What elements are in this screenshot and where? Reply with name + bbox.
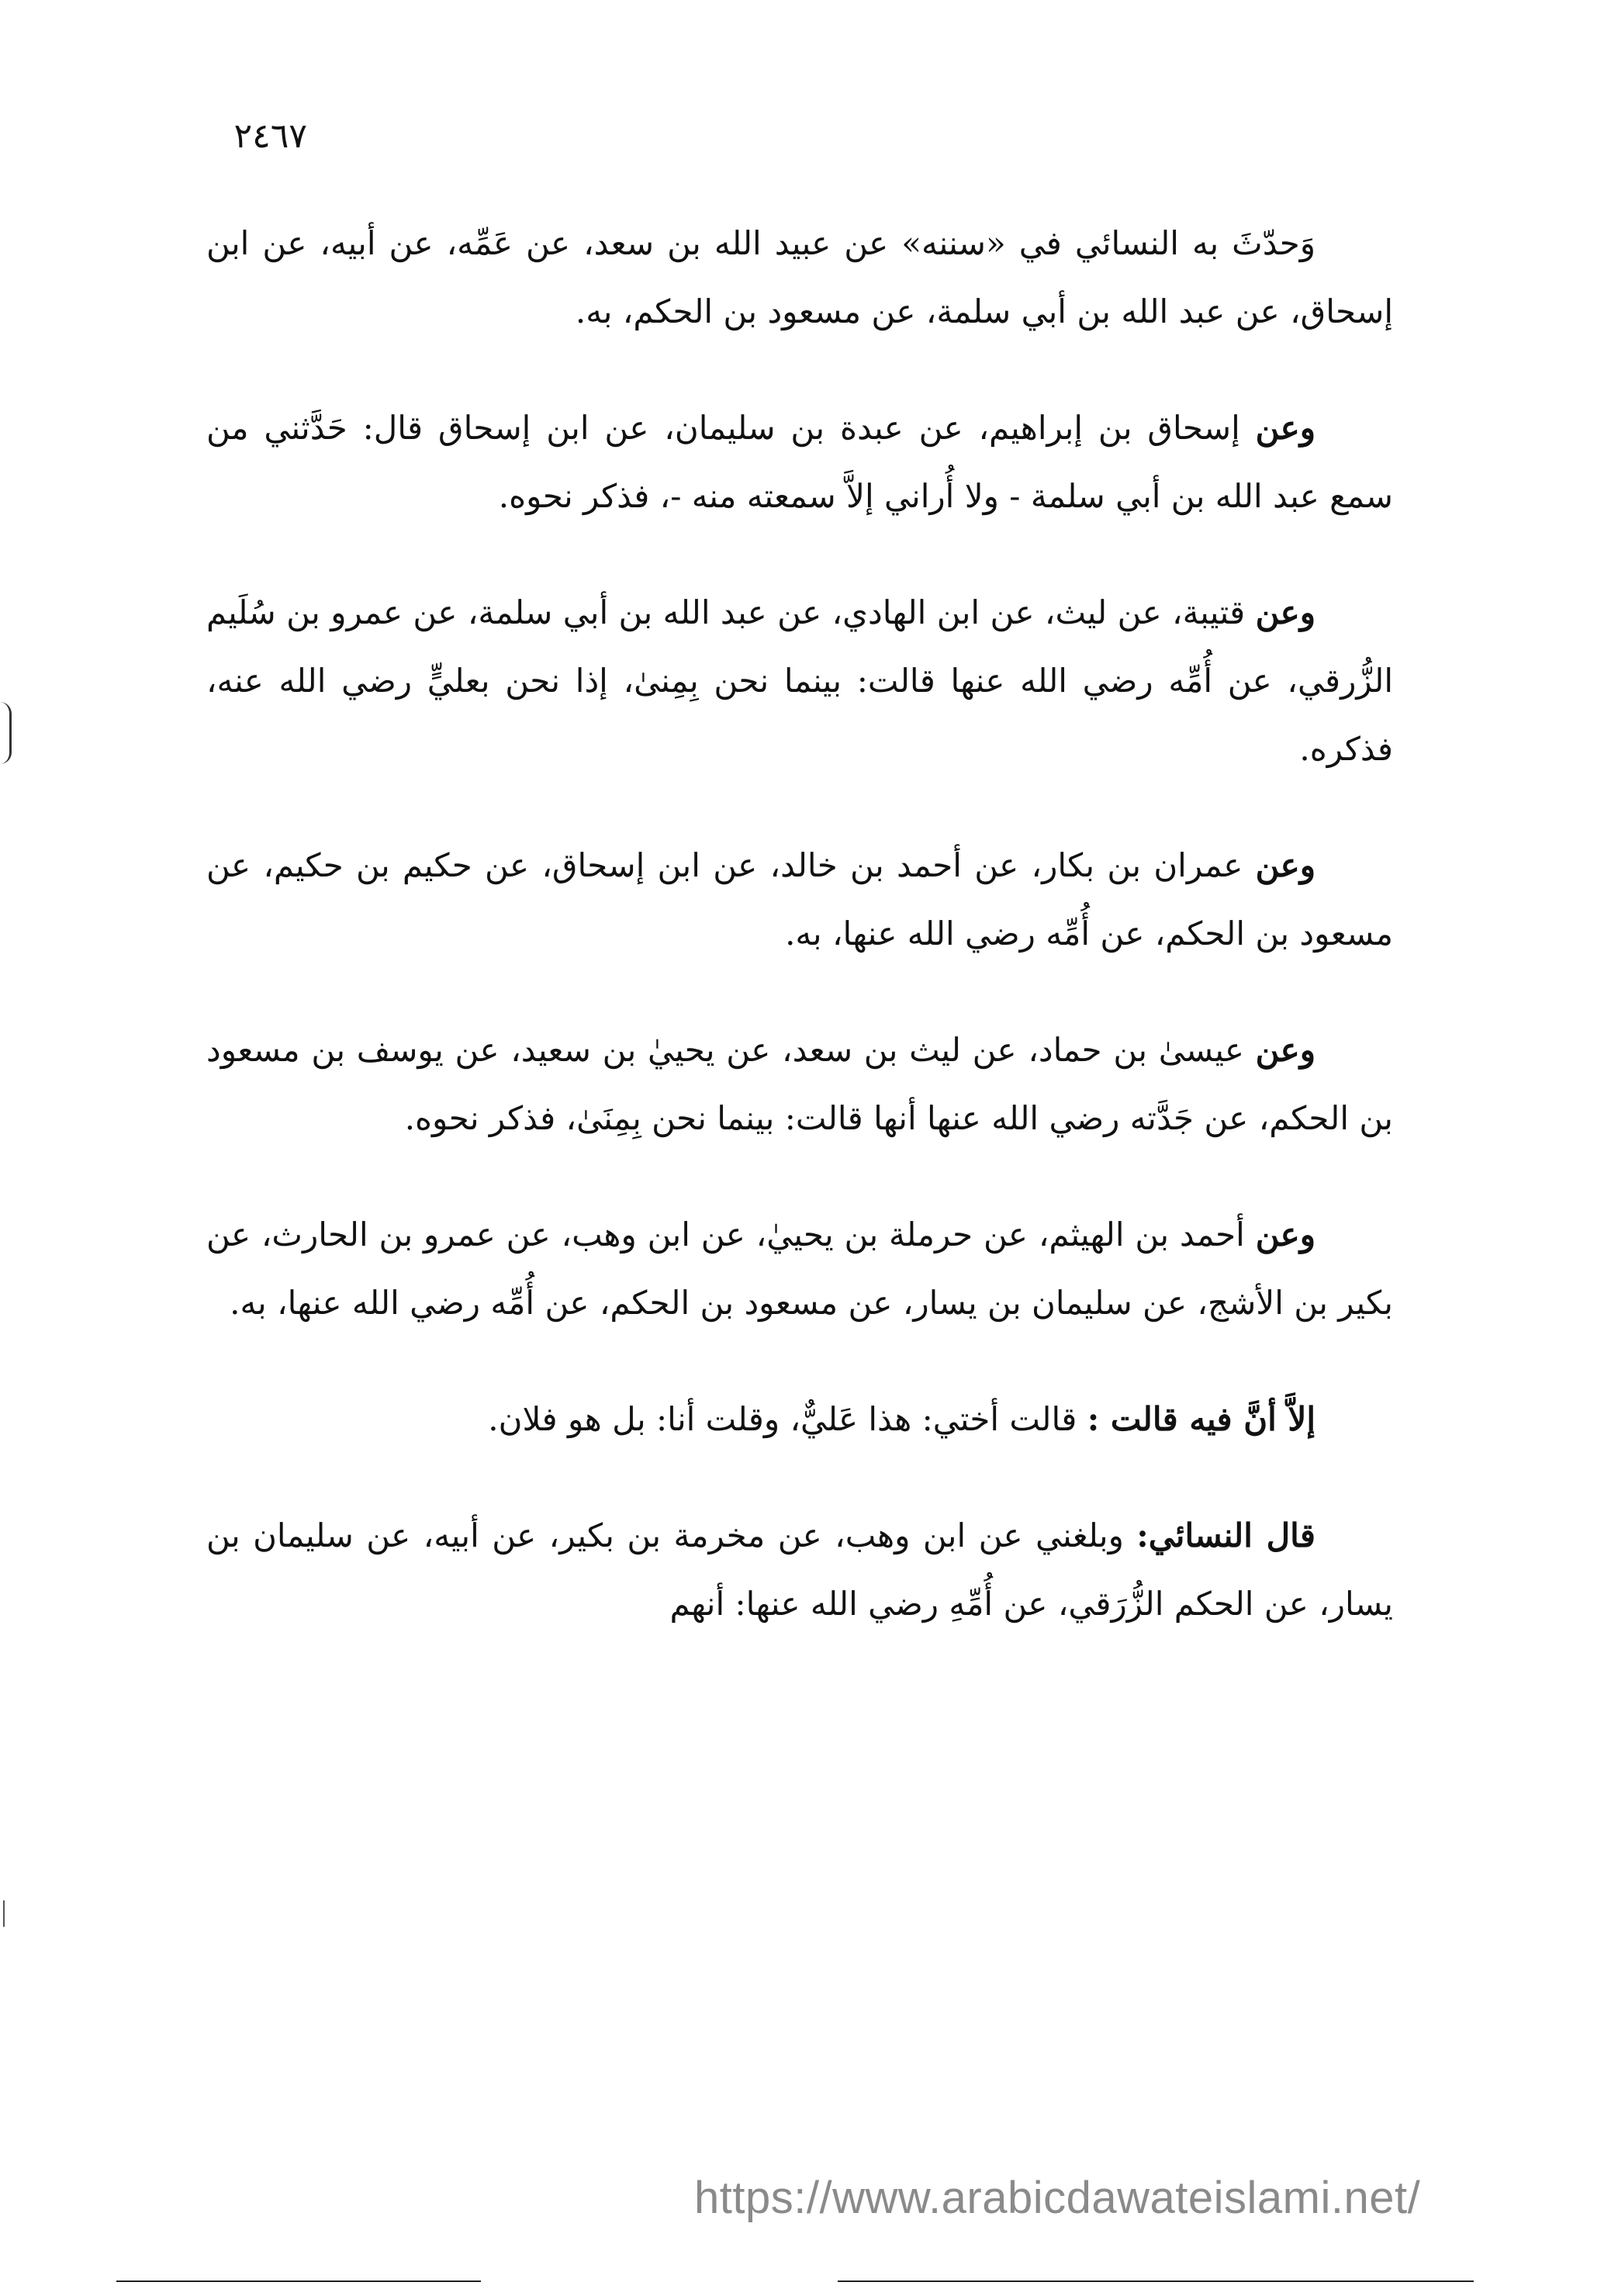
paragraph-text: وَحدّثَ به النسائي في «سننه» عن عبيد الله بن سعد، عن عَمِّه، عن أبيه، عن ابن إسحاق، عن عبد الله بن أبي سلمة، عن مسعود بن الحكم، به.: [206, 224, 1393, 330]
scan-edge-mark: [0, 702, 12, 764]
bottom-rule-right: [838, 2280, 1474, 2282]
paragraph-1: [206, 209, 1393, 346]
paragraph-lead: قال النسائي:: [1136, 1516, 1315, 1554]
paragraph-text: إسحاق بن إبراهيم، عن عبدة بن سليمان، عن ابن إسحاق قال: حَدَّثني من سمع عبد الله بن أبي سلمة - ولا أُراني إلاَّ سمعته منه -، فذكر نحوه.: [206, 409, 1393, 515]
scan-edge-tick: [3, 1900, 5, 1927]
paragraph-text: أحمد بن الهيثم، عن حرملة بن يحييٰ، عن ابن وهب، عن عمرو بن الحارث، عن بكير بن الأشج، عن سليمان بن يسار، عن مسعود بن الحكم، عن أُمِّه رضي الله عنها، به.: [206, 1215, 1393, 1322]
paragraph-4: [206, 832, 1393, 968]
paragraph-lead: وعن: [1255, 593, 1315, 631]
source-url-watermark: https://www.arabicdawateislami.net/: [694, 2173, 1421, 2223]
paragraph-text: قتيبة، عن ليث، عن ابن الهادي، عن عبد الله بن أبي سلمة، عن عمرو بن سُلَيم الزُّرقي، عن أُمِّه رضي الله عنها قالت: بينما نحن بِمِنىٰ، إذا نحن بعليٍّ رضي الله عنه، فذكره.: [206, 593, 1393, 768]
paragraph-text: قالت أختي: هذا عَليٌّ، وقلت أنا: بل هو فلان.: [488, 1400, 1077, 1438]
paragraph-7: [206, 1385, 1393, 1454]
paragraph-8: [206, 1502, 1393, 1638]
paragraph-lead: وعن: [1255, 1215, 1316, 1253]
paragraph-5: [206, 1016, 1393, 1153]
paragraph-lead: وعن: [1255, 1031, 1315, 1069]
page-number: ٢٤٦٧: [233, 116, 307, 156]
paragraph-text: وبلغني عن ابن وهب، عن مخرمة بن بكير، عن أبيه، عن سليمان بن يسار، عن الحكم الزُّرَقي، عن أُمِّهِ رضي الله عنها: أنهم: [206, 1516, 1393, 1623]
paragraph-lead: وعن: [1255, 846, 1315, 884]
paragraph-6: [206, 1201, 1393, 1337]
paragraph-text: عمران بن بكار، عن أحمد بن خالد، عن ابن إسحاق، عن حكيم بن حكيم، عن مسعود بن الحكم، عن أُمِّه رضي الله عنها، به.: [206, 846, 1393, 953]
paragraph-text: عيسىٰ بن حماد، عن ليث بن سعد، عن يحييٰ بن سعيد، عن يوسف بن مسعود بن الحكم، عن جَدَّته رضي الله عنها أنها قالت: بينما نحن بِمِنَىٰ، فذكر نحوه.: [206, 1031, 1393, 1137]
paragraph-lead: إلاَّ أنَّ فيه قالت :: [1087, 1400, 1315, 1438]
paragraph-3: [206, 579, 1393, 783]
paragraph-2: [206, 394, 1393, 531]
document-body: [206, 209, 1393, 1638]
paragraph-lead: وعن: [1255, 409, 1315, 447]
bottom-rule-left: [116, 2280, 481, 2282]
